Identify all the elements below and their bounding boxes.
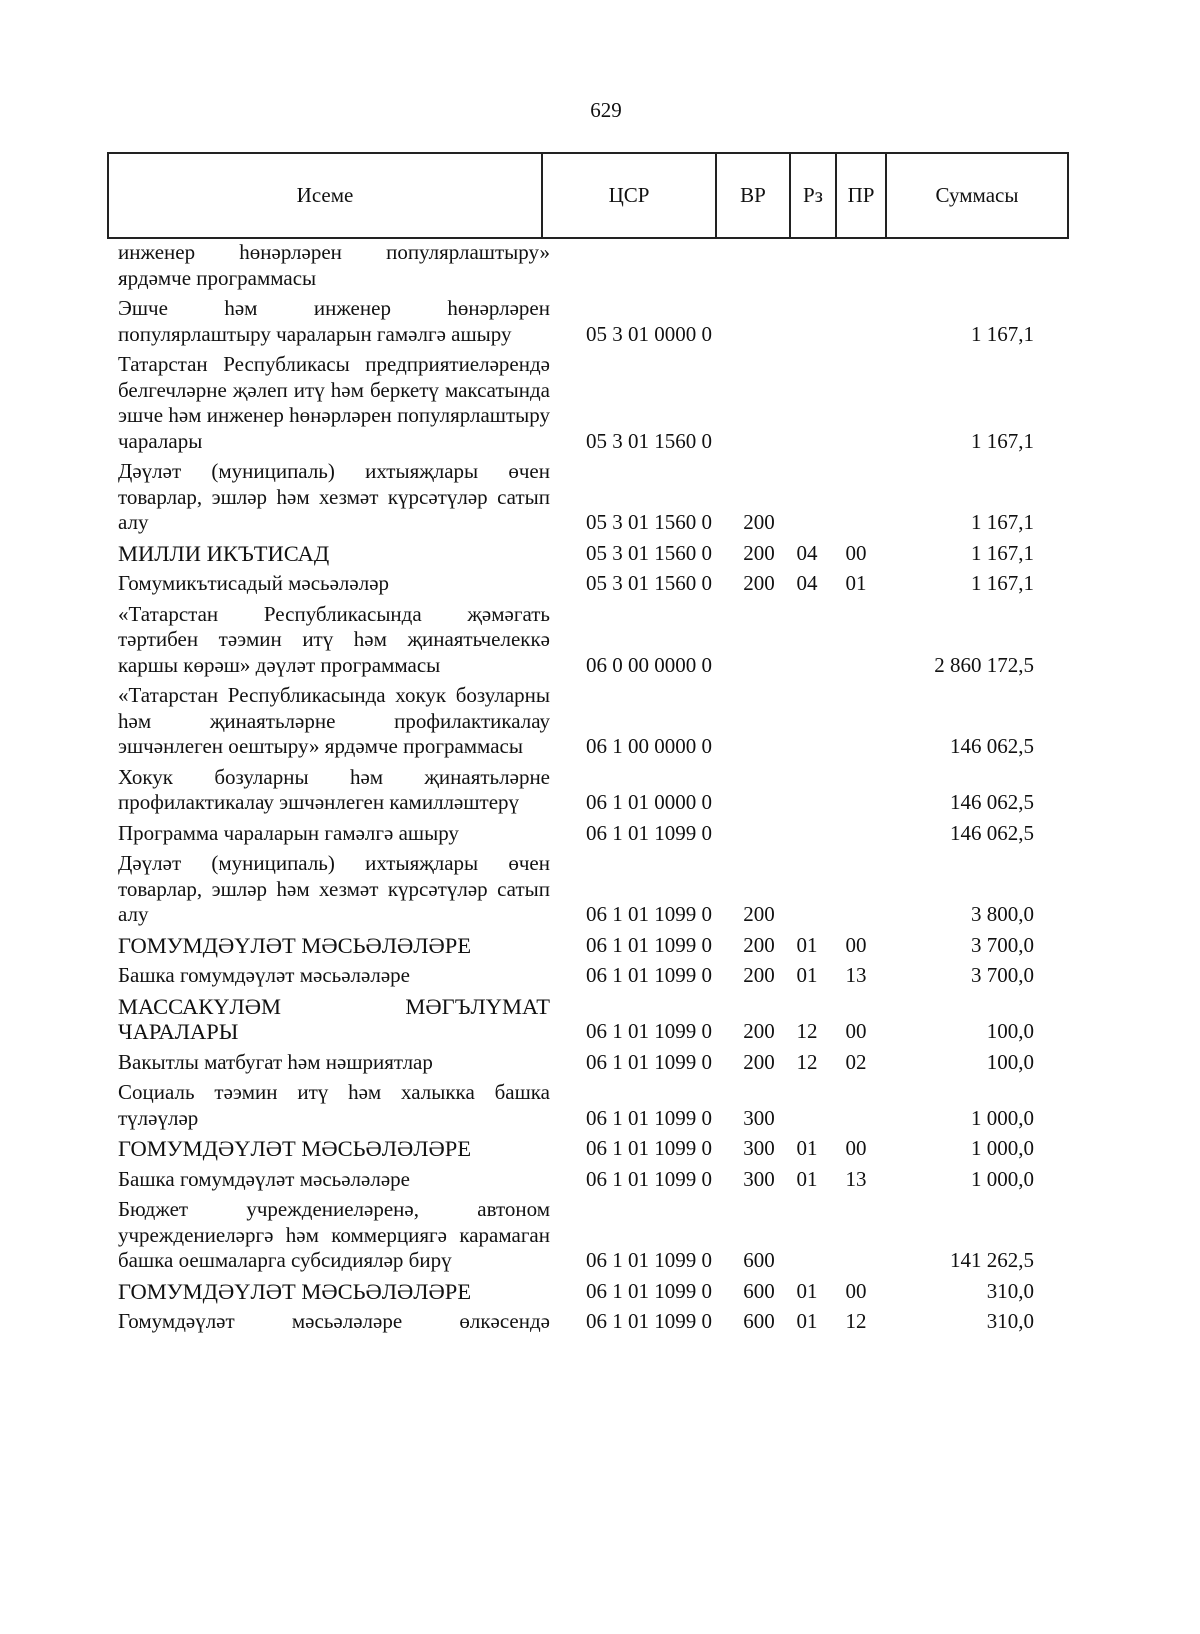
cell-name: Эшче һәм инженер һөнәрләрен популярлаштыру чараларын гамәлгә ашыру — [118, 296, 550, 346]
header-sum: Суммасы — [886, 153, 1068, 238]
table-row — [118, 821, 1076, 847]
cell-rz: 12 — [796, 1049, 818, 1074]
table-row — [118, 683, 1076, 760]
cell-name: Татарстан Республикасы предприятиеләрендә белгечләрне җәлеп итү һәм беркетү максатында эшче һәм инженер һөнәрләрен популярлаштыру чаралары — [118, 352, 550, 453]
cell-csr: 06 1 01 1099 0 — [586, 1105, 712, 1130]
cell-vr: 200 — [743, 510, 775, 534]
table-row — [118, 352, 1076, 454]
cell-name: Хокук бозуларны һәм җинаятьләрне профилактикалау эшчәнлеген камилләштерү — [118, 764, 550, 814]
cell-name: Дәүләт (муниципаль) ихтыяҗлары өчен товарлар, эшләр һәм хезмәт күрсәтүләр сатып алу — [118, 851, 550, 926]
cell-sum: 3 700,0 — [971, 932, 1034, 957]
cell-name: Гомумдәүләт мәсьәләләре өлкәсендә — [118, 1309, 550, 1333]
table-body — [118, 240, 1076, 1340]
cell-pr: 00 — [845, 540, 867, 565]
cell-sum: 1 000,0 — [971, 1105, 1034, 1130]
cell-name: МАССАКҮЛӘМ МӘГЪЛҮМАТ ЧАРАЛАРЫ — [118, 993, 550, 1044]
table-header — [107, 152, 1069, 239]
cell-sum: 146 062,5 — [950, 790, 1034, 814]
table-row — [118, 851, 1076, 928]
cell-csr: 05 3 01 1560 0 — [586, 510, 712, 534]
table-row — [118, 1136, 1076, 1162]
cell-sum: 1 167,1 — [971, 321, 1034, 346]
table-row — [118, 602, 1076, 679]
cell-pr: 00 — [845, 932, 867, 957]
cell-sum: 1 167,1 — [971, 571, 1034, 595]
cell-rz: 01 — [796, 1309, 818, 1333]
cell-vr: 200 — [743, 1049, 775, 1074]
cell-pr: 00 — [845, 1278, 867, 1303]
table-row — [118, 459, 1076, 536]
table-row — [118, 1197, 1076, 1274]
cell-sum: 3 700,0 — [971, 963, 1034, 987]
cell-csr: 06 1 00 0000 0 — [586, 734, 712, 758]
cell-csr: 06 1 01 1099 0 — [586, 820, 712, 845]
cell-rz: 01 — [796, 1136, 818, 1160]
cell-sum: 310,0 — [986, 1309, 1034, 1333]
cell-name: Социаль тәэмин итү һәм халыкка башка түләүләр — [118, 1080, 550, 1130]
cell-vr: 300 — [743, 1136, 775, 1160]
cell-csr: 06 1 01 1099 0 — [586, 902, 712, 926]
cell-vr: 600 — [743, 1309, 775, 1333]
cell-csr: 06 1 01 1099 0 — [586, 1049, 712, 1074]
cell-name: Программа чараларын гамәлгә ашыру — [118, 820, 459, 845]
cell-rz: 01 — [796, 1166, 818, 1191]
cell-sum: 1 000,0 — [971, 1136, 1034, 1160]
cell-sum: 146 062,5 — [950, 820, 1034, 845]
cell-csr: 05 3 01 0000 0 — [586, 321, 712, 346]
header-pr: ПР — [836, 153, 886, 238]
cell-vr: 200 — [743, 1019, 775, 1043]
cell-pr: 13 — [845, 963, 867, 987]
table-row — [118, 296, 1076, 347]
cell-csr: 06 0 00 0000 0 — [586, 652, 712, 677]
cell-sum: 1 167,1 — [971, 540, 1034, 565]
cell-rz: 01 — [796, 932, 818, 957]
cell-sum: 310,0 — [986, 1278, 1034, 1303]
cell-vr: 200 — [743, 932, 775, 957]
cell-pr: 00 — [845, 1019, 867, 1043]
cell-csr: 06 1 01 1099 0 — [586, 1019, 712, 1043]
table-row — [118, 240, 1076, 291]
cell-name: Вакытлы матбугат һәм нәшриятлар — [118, 1049, 433, 1074]
cell-vr: 300 — [743, 1166, 775, 1191]
cell-name: Бюджет учреждениеләренә, автоном учреждениеләргә һәм коммерциягә карамаган башка оешмаларга субсидияләр бирү — [118, 1197, 550, 1272]
cell-name: ГОМУМДӘҮЛӘТ МӘСЬӘЛӘЛӘРЕ — [118, 1278, 472, 1304]
cell-sum: 1 000,0 — [971, 1166, 1034, 1191]
cell-csr: 06 1 01 1099 0 — [586, 1136, 712, 1160]
cell-vr: 200 — [743, 902, 775, 926]
cell-sum: 2 860 172,5 — [934, 652, 1034, 677]
table-row — [118, 1080, 1076, 1131]
cell-pr: 00 — [845, 1136, 867, 1160]
table-row — [118, 1167, 1076, 1193]
cell-rz: 04 — [796, 540, 818, 565]
cell-sum: 141 262,5 — [950, 1248, 1034, 1272]
cell-name: ГОМУМДӘҮЛӘТ МӘСЬӘЛӘЛӘРЕ — [118, 1136, 472, 1161]
cell-pr: 02 — [845, 1049, 867, 1074]
cell-csr: 06 1 01 1099 0 — [586, 963, 712, 987]
cell-csr: 06 1 01 1099 0 — [586, 1309, 712, 1333]
table-row — [118, 571, 1076, 597]
cell-vr: 300 — [743, 1105, 775, 1130]
cell-csr: 05 3 01 1560 0 — [586, 428, 712, 453]
cell-pr: 13 — [845, 1166, 867, 1191]
cell-sum: 100,0 — [986, 1019, 1034, 1043]
cell-vr: 600 — [743, 1278, 775, 1303]
table-row — [118, 933, 1076, 959]
cell-sum: 100,0 — [986, 1049, 1034, 1074]
header-name: Исеме — [108, 153, 542, 238]
table-row — [118, 1050, 1076, 1076]
cell-name: Башка гомумдәүләт мәсьәләләре — [118, 1166, 410, 1191]
table-row — [118, 541, 1076, 567]
cell-name: Дәүләт (муниципаль) ихтыяҗлары өчен товарлар, эшләр һәм хезмәт күрсәтүләр сатып алу — [118, 459, 550, 534]
cell-csr: 06 1 01 1099 0 — [586, 1248, 712, 1272]
header-rz: Рз — [790, 153, 836, 238]
cell-csr: 06 1 01 0000 0 — [586, 790, 712, 814]
cell-vr: 200 — [743, 540, 775, 565]
header-csr: ЦСР — [542, 153, 716, 238]
table-row — [118, 963, 1076, 989]
page-number: 629 — [590, 98, 622, 122]
cell-name: МИЛЛИ ИКЪТИСАД — [118, 540, 330, 566]
cell-csr: 06 1 01 1099 0 — [586, 932, 712, 957]
cell-name: «Татарстан Республикасында җәмәгать тәртибен тәэмин итү һәм җинаятьчелеккә каршы көрәш» дәүләт программасы — [118, 601, 550, 677]
cell-rz: 01 — [796, 963, 818, 987]
cell-vr: 600 — [743, 1248, 775, 1272]
header-vr: ВР — [716, 153, 790, 238]
cell-rz: 12 — [796, 1019, 818, 1043]
cell-sum: 3 800,0 — [971, 902, 1034, 926]
table-row — [118, 1279, 1076, 1305]
cell-csr: 05 3 01 1560 0 — [586, 571, 712, 595]
cell-name: инженер һөнәрләрен популярлаштыру» ярдәмче программасы — [118, 240, 550, 290]
cell-name: «Татарстан Республикасында хокук бозуларны һәм җинаятьләрне профилактикалау эшчәнлеген оештыру» ярдәмче программасы — [118, 683, 550, 758]
table-row — [118, 994, 1076, 1045]
cell-pr: 12 — [845, 1309, 867, 1333]
cell-csr: 06 1 01 1099 0 — [586, 1166, 712, 1191]
cell-name: Гомумикътисадый мәсьәләләр — [118, 571, 390, 595]
cell-csr: 06 1 01 1099 0 — [586, 1278, 712, 1303]
cell-csr: 05 3 01 1560 0 — [586, 540, 712, 565]
cell-name: ГОМУМДӘҮЛӘТ МӘСЬӘЛӘЛӘРЕ — [118, 932, 472, 958]
cell-vr: 200 — [743, 571, 775, 595]
cell-rz: 01 — [796, 1278, 818, 1303]
cell-pr: 01 — [845, 571, 867, 595]
cell-vr: 200 — [743, 963, 775, 987]
cell-sum: 146 062,5 — [950, 734, 1034, 758]
table-row — [118, 765, 1076, 816]
table-row — [118, 1309, 1076, 1335]
cell-sum: 1 167,1 — [971, 510, 1034, 534]
cell-name: Башка гомумдәүләт мәсьәләләре — [118, 963, 410, 987]
cell-sum: 1 167,1 — [971, 428, 1034, 453]
cell-rz: 04 — [796, 571, 818, 595]
